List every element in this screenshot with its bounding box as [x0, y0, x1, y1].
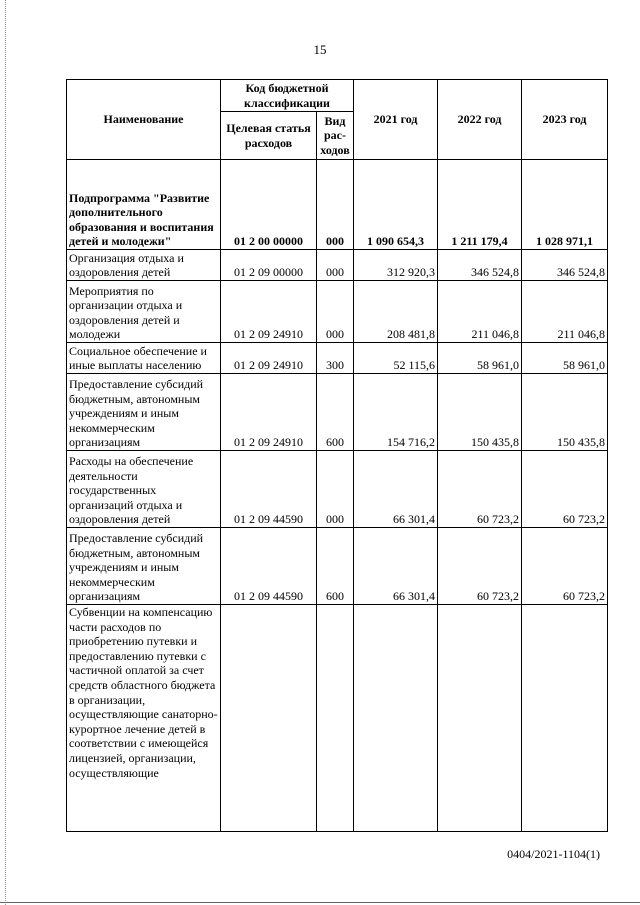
row-name: Подпрограмма "Развитие дополнительного образования и воспитания детей и молодежи" [67, 160, 221, 250]
row-value-2022: 60 723,2 [438, 451, 522, 528]
table-row [67, 281, 608, 343]
table-row [67, 160, 608, 250]
row-name: Предоставление субсидий бюджетным, автономным учреждениям и иным некоммерческим организациям [67, 528, 221, 605]
row-target-code: 01 2 09 24910 [221, 374, 317, 451]
table-row [67, 528, 608, 605]
row-value-2021: 208 481,8 [354, 281, 438, 343]
document-code: 0404/2021-1104(1) [507, 847, 600, 861]
header-year-2023: 2023 год [522, 80, 608, 160]
row-kind-code: 000 [317, 160, 354, 250]
row-target-code: 01 2 00 00000 [221, 160, 317, 250]
row-value-2022: 60 723,2 [438, 528, 522, 605]
row-value-2022: 346 524,8 [438, 250, 522, 281]
page-number: 15 [313, 42, 327, 57]
row-value-2022: 211 046,8 [438, 281, 522, 343]
row-name: Мероприятия по организации отдыха и оздоровления детей и молодежи [67, 281, 221, 343]
row-kind-code: 300 [317, 343, 354, 374]
row-target-code: 01 2 09 24910 [221, 343, 317, 374]
row-value-2023: 150 435,8 [522, 374, 608, 451]
row-value-2021: 1 090 654,3 [354, 160, 438, 250]
row-value-2023: 58 961,0 [522, 343, 608, 374]
table-body [67, 160, 608, 832]
row-value-2023: 60 723,2 [522, 451, 608, 528]
header-name: Наименование [67, 80, 221, 160]
row-name: Организация отдыха и оздоровления детей [67, 250, 221, 281]
row-value-2023: 211 046,8 [522, 281, 608, 343]
table-row [67, 605, 608, 832]
row-value-2022: 150 435,8 [438, 374, 522, 451]
row-kind-code: 600 [317, 528, 354, 605]
row-value-2023: 1 028 971,1 [522, 160, 608, 250]
row-kind-code [317, 605, 354, 832]
row-name: Расходы на обеспечение деятельности государственных организаций отдыха и оздоровления детей [67, 451, 221, 528]
row-name: Субвенции на компенсацию части расходов по приобретению путевки и предоставлению путевки с частичной оплатой за счет средств областного бюджета в организации, осуществляющие санаторно-курортное лечение детей в соответствии с имеющейся лицензией, организации, осуществляющие [67, 605, 221, 832]
row-name: Социальное обеспечение и иные выплаты населению [67, 343, 221, 374]
row-value-2021 [354, 605, 438, 832]
table-row [67, 374, 608, 451]
row-target-code: 01 2 09 44590 [221, 528, 317, 605]
row-name: Предоставление субсидий бюджетным, автономным учреждениям и иным некоммерческим организациям [67, 374, 221, 451]
header-year-2021: 2021 год [354, 80, 438, 160]
row-kind-code: 000 [317, 451, 354, 528]
row-value-2021: 66 301,4 [354, 451, 438, 528]
row-value-2021: 312 920,3 [354, 250, 438, 281]
row-value-2023: 60 723,2 [522, 528, 608, 605]
left-margin-rule [5, 0, 6, 905]
row-value-2022: 58 961,0 [438, 343, 522, 374]
table-row [67, 451, 608, 528]
row-value-2021: 154 716,2 [354, 374, 438, 451]
row-value-2022: 1 211 179,4 [438, 160, 522, 250]
row-target-code: 01 2 09 00000 [221, 250, 317, 281]
header-target: Целевая статья расходов [221, 112, 317, 160]
header-year-2022: 2022 год [438, 80, 522, 160]
table-row [67, 250, 608, 281]
header-code-group: Код бюджетной классификации [221, 80, 354, 112]
row-kind-code: 000 [317, 281, 354, 343]
row-kind-code: 600 [317, 374, 354, 451]
row-value-2022 [438, 605, 522, 832]
bottom-rule [0, 902, 640, 903]
row-value-2021: 52 115,6 [354, 343, 438, 374]
row-value-2023: 346 524,8 [522, 250, 608, 281]
row-value-2023 [522, 605, 608, 832]
row-target-code: 01 2 09 24910 [221, 281, 317, 343]
header-kind: Вид рас-ходов [317, 112, 354, 160]
row-target-code: 01 2 09 44590 [221, 451, 317, 528]
row-kind-code: 000 [317, 250, 354, 281]
row-value-2021: 66 301,4 [354, 528, 438, 605]
budget-table [66, 79, 608, 832]
table-row [67, 343, 608, 374]
row-target-code [221, 605, 317, 832]
